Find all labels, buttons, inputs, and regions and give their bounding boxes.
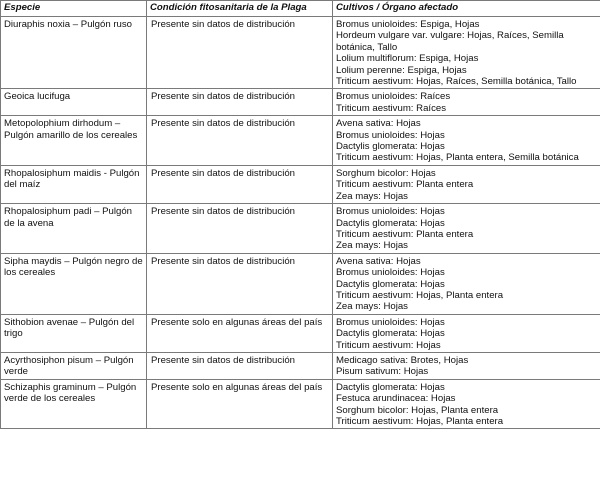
- crop-entry: Dactylis glomerata: Hojas: [336, 141, 445, 153]
- crop-entry: Triticum aestivum: Hojas: [336, 339, 441, 351]
- crop-entry: Bromus unioloides: Hojas: [336, 129, 445, 141]
- table-row: [1, 17, 600, 89]
- crop-entry: Festuca arundinacea: Hojas: [336, 393, 456, 405]
- condition-cell: Presente solo en algunas áreas del país: [147, 314, 333, 352]
- table-row: [1, 379, 600, 429]
- crops-cell: [333, 253, 600, 314]
- table-row: [1, 204, 600, 254]
- crop-entry: Triticum aestivum: Planta entera: [336, 228, 474, 240]
- header-species: Especie: [1, 1, 147, 17]
- species-cell: Geoica lucifuga: [1, 89, 147, 116]
- crop-entry: Triticum aestivum: Planta entera: [336, 179, 474, 191]
- crops-cell: [333, 89, 600, 116]
- crop-entry: Zea mays: Hojas: [336, 190, 408, 202]
- crop-entry: Bromus unioloides: Hojas: [336, 267, 445, 279]
- crop-entry: Dactylis glomerata: Hojas: [336, 381, 445, 393]
- table-body: [1, 17, 600, 429]
- crop-entry: Sorghum bicolor: Hojas, Planta entera: [336, 404, 499, 416]
- species-cell: Sipha maydis – Pulgón negro de los cereales: [1, 253, 147, 314]
- species-cell: Diuraphis noxia – Pulgón ruso: [1, 17, 147, 89]
- species-cell: Rhopalosiphum padi – Pulgón de la avena: [1, 204, 147, 254]
- species-cell: Rhopalosiphum maidis - Pulgón del maíz: [1, 165, 147, 203]
- crops-cell: [333, 116, 600, 166]
- condition-cell: Presente sin datos de distribución: [147, 352, 333, 379]
- crop-entry: Zea mays: Hojas: [336, 240, 408, 252]
- condition-cell: Presente solo en algunas áreas del país: [147, 379, 333, 429]
- condition-cell: Presente sin datos de distribución: [147, 165, 333, 203]
- condition-cell: Presente sin datos de distribución: [147, 89, 333, 116]
- table-row: [1, 253, 600, 314]
- crop-entry: Zea mays: Hojas: [336, 301, 408, 313]
- crop-entry: Triticum aestivum: Hojas, Raíces, Semilla botánica, Tallo: [336, 76, 577, 88]
- condition-cell: Presente sin datos de distribución: [147, 17, 333, 89]
- crop-entry: Bromus unioloides: Raíces: [336, 91, 451, 103]
- crops-cell: [333, 165, 600, 203]
- condition-cell: Presente sin datos de distribución: [147, 116, 333, 166]
- crop-entry: Dactylis glomerata: Hojas: [336, 278, 445, 290]
- header-condition: Condición fitosanitaria de la Plaga: [147, 1, 333, 17]
- table-row: [1, 165, 600, 203]
- crops-cell: [333, 17, 600, 89]
- crops-cell: [333, 352, 600, 379]
- crop-entry: Dactylis glomerata: Hojas: [336, 328, 445, 340]
- crops-cell: [333, 314, 600, 352]
- crop-entry: Sorghum bicolor: Hojas: [336, 167, 436, 179]
- species-cell: Schizaphis graminum – Pulgón verde de los cereales: [1, 379, 147, 429]
- crop-entry: Lolium perenne: Espiga, Hojas: [336, 64, 467, 76]
- table-row: [1, 89, 600, 116]
- species-cell: Sithobion avenae – Pulgón del trigo: [1, 314, 147, 352]
- species-cell: Metopolophium dirhodum – Pulgón amarillo de los cereales: [1, 116, 147, 166]
- crop-entry: Hordeum vulgare var. vulgare: Hojas, Raíces, Semilla botánica, Tallo: [336, 30, 564, 53]
- crop-entry: Lolium multiflorum: Espiga, Hojas: [336, 53, 479, 65]
- condition-cell: Presente sin datos de distribución: [147, 253, 333, 314]
- crop-entry: Pisum sativum: Hojas: [336, 366, 429, 378]
- crop-entry: Bromus unioloides: Espiga, Hojas: [336, 19, 480, 30]
- crop-entry: Triticum aestivum: Hojas, Planta entera, Semilla botánica: [336, 152, 579, 164]
- crop-entry: Bromus unioloides: Hojas: [336, 206, 445, 218]
- crop-entry: Medicago sativa: Brotes, Hojas: [336, 354, 469, 366]
- crop-entry: Triticum aestivum: Raíces: [336, 102, 446, 114]
- crop-entry: Avena sativa: Hojas: [336, 118, 421, 130]
- table-row: [1, 314, 600, 352]
- header-crops: Cultivos / Órgano afectado: [333, 1, 600, 17]
- header-row: [1, 1, 600, 17]
- crop-entry: Triticum aestivum: Hojas, Planta entera: [336, 416, 504, 427]
- crop-entry: Bromus unioloides: Hojas: [336, 316, 445, 328]
- crop-entry: Avena sativa: Hojas: [336, 255, 421, 267]
- crop-entry: Triticum aestivum: Hojas, Planta entera: [336, 289, 504, 301]
- crops-cell: [333, 204, 600, 254]
- species-cell: Acyrthosiphon pisum – Pulgón verde: [1, 352, 147, 379]
- crop-entry: Dactylis glomerata: Hojas: [336, 217, 445, 229]
- table-row: [1, 352, 600, 379]
- condition-cell: Presente sin datos de distribución: [147, 204, 333, 254]
- crops-cell: [333, 379, 600, 429]
- table-row: [1, 116, 600, 166]
